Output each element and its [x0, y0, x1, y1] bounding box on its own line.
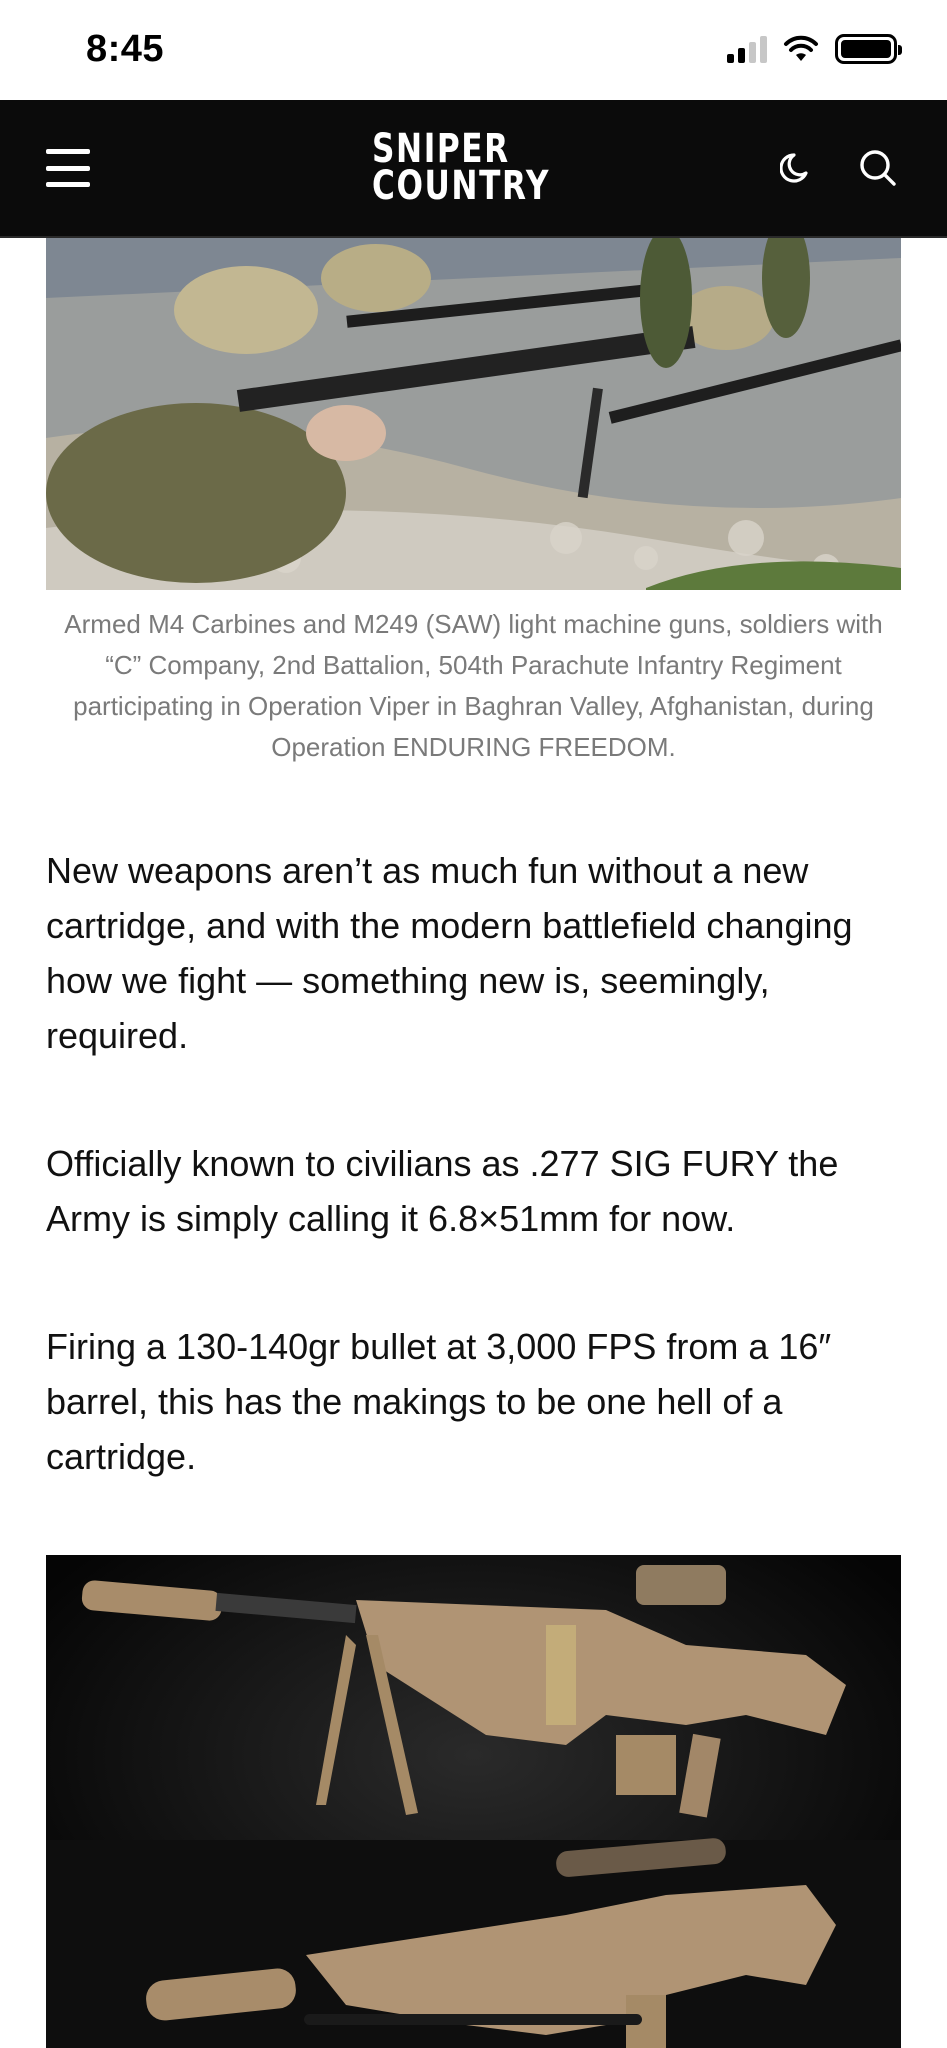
search-button[interactable]	[858, 148, 898, 193]
logo-text	[372, 126, 600, 209]
rifles-image	[46, 1555, 901, 2048]
soldiers-photo[interactable]	[46, 238, 901, 590]
menu-button[interactable]	[46, 149, 90, 187]
site-header	[0, 100, 947, 238]
moon-icon	[780, 149, 816, 185]
status-icons	[727, 34, 897, 64]
status-bar	[0, 0, 947, 100]
logo-line-2: COUNTRY	[372, 163, 550, 209]
home-indicator[interactable]	[304, 2014, 642, 2025]
article-paragraph-3: Firing a 130-140gr bullet at 3,000 FPS from a 16″ barrel, this has the makings to be one hell of a cartridge.	[46, 1326, 832, 1477]
search-icon	[858, 148, 898, 188]
status-time: 8:45	[86, 28, 165, 70]
theme-toggle-button[interactable]	[780, 149, 816, 190]
wifi-icon	[783, 35, 819, 63]
article-paragraph-1: New weapons aren’t as much fun without a new cartridge, and with the modern battlefield changing how we fight — something new is, seemingly, required.	[46, 850, 853, 1056]
article-paragraph-2: Officially known to civilians as .277 SIG FURY the Army is simply calling it 6.8×51mm for now.	[46, 1143, 839, 1239]
cellular-signal-icon	[727, 35, 767, 63]
hamburger-menu-icon	[46, 149, 90, 154]
logo-line-1: SNIPER	[372, 126, 510, 173]
article-content	[46, 238, 901, 1477]
battery-icon	[835, 34, 897, 64]
image-caption: Armed M4 Carbines and M249 (SAW) light machine guns, soldiers with “C” Company, 2nd Battalion, 504th Parachute Infantry Regiment participating in Operation Viper in Baghran Valley, Afghanistan, during Operation ENDURING FREEDOM.	[64, 609, 883, 762]
soldiers-image	[46, 238, 901, 590]
rifles-photo[interactable]	[46, 1555, 901, 2048]
site-logo[interactable]	[366, 122, 581, 214]
